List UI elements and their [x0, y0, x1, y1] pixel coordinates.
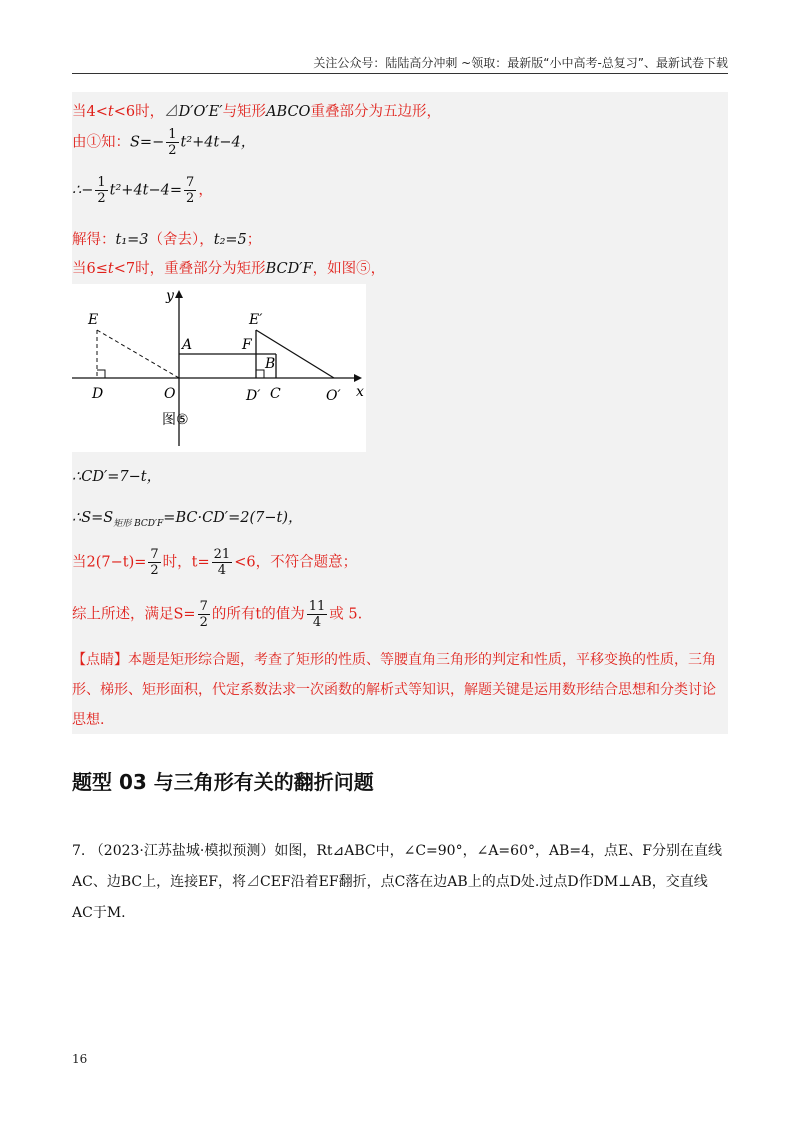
fraction-seven-halves: $\frac{7}{2}$: [186, 175, 195, 206]
label-x: x: [356, 384, 364, 400]
fraction-twentyone-quarters: $\frac{21}{4}$: [213, 547, 231, 578]
fraction-one-half: $\frac{1}{2}$: [168, 127, 177, 158]
solution-line-2: 由①知：S=− $\frac{1}{2}$ t²+4t−4，: [72, 127, 256, 158]
page-header: 关注公众号：陆陆高分冲刺 ~领取：最新版“小中高考-总复习”、最新试卷下载: [313, 56, 728, 70]
solution-line-8: 当2(7−t)= $\frac{7}{2}$ 时，t= $\frac{21}{4}$ <6，不符合题意；: [72, 547, 358, 578]
solution-line-9: 综上所述，满足S= $\frac{7}{2}$ 的所有t的值为 $\frac{11}{4}$ 或 5.: [72, 599, 363, 630]
fraction-seven-halves: $\frac{7}{2}$: [199, 599, 208, 630]
solution-comment: [72, 645, 728, 735]
solution-line-4: 解得：t₁=3（舍去），t₂=5；: [72, 232, 262, 248]
label-A: A: [182, 337, 193, 353]
label-D: D: [92, 386, 104, 402]
problem-7: 7. （2023·江苏盐城·模拟预测）如图，Rt⊿ABC中，∠C=90°，∠A=60°，AB=4，点E、F分别在直线AC、边BC上，连接EF，将⊿CEF沿着EF翻折，点C落在边AB上的点D处.过点D作DM⊥AB，交直线AC于M.: [72, 843, 722, 921]
fraction-one-half: $\frac{1}{2}$: [97, 175, 106, 206]
dashed-segment-EO: [97, 330, 179, 378]
fraction-seven-halves: $\frac{7}{2}$: [150, 547, 159, 578]
page-number: 16: [72, 1052, 88, 1066]
fraction-eleven-quarters: $\frac{11}{4}$: [308, 599, 326, 630]
header-divider: [72, 73, 728, 74]
label-Eprime: E′: [249, 312, 263, 328]
label-C: C: [270, 386, 281, 402]
solution-line-1: 当4<t<6时，⊿D′O′E′与矩形ABCO重叠部分为五边形，: [72, 104, 441, 120]
figure-caption: 图⑤: [162, 412, 189, 428]
right-angle-mark-D: [97, 370, 105, 378]
label-y: y: [166, 288, 174, 304]
coordinate-diagram: [72, 284, 366, 452]
label-F: F: [242, 337, 252, 353]
label-Oprime: O′: [326, 388, 341, 404]
figure-5: [72, 284, 366, 452]
solution-block: [72, 92, 728, 734]
label-B: B: [265, 356, 276, 372]
comment-tag: 【点睛】: [72, 652, 128, 668]
label-Dprime: D′: [246, 388, 261, 404]
label-O: O: [164, 386, 176, 402]
section-title: 题型 03 与三角形有关的翻折问题: [72, 770, 374, 794]
solution-line-3: ∴− $\frac{1}{2}$ t²+4t−4= $\frac{7}{2}$ ，: [72, 175, 213, 206]
y-axis-arrow: [175, 290, 183, 298]
x-axis-arrow: [354, 374, 362, 382]
solution-line-7: $\therefore S=S_{矩形 BCD'F}=BC\cdot CD'=2(7-t)$，: [72, 510, 303, 529]
solution-line-5: 当6≤t<7时，重叠部分为矩形BCD′F，如图⑤，: [72, 261, 386, 277]
label-E: E: [88, 312, 99, 328]
right-angle-mark-Dprime: [256, 370, 264, 378]
solution-line-6: ∴CD′=7−t，: [72, 469, 162, 485]
comment-text: 本题是矩形综合题，考查了矩形的性质、等腰直角三角形的判定和性质，平移变换的性质，三角形、梯形、矩形面积，代定系数法求一次函数的解析式等知识，解题关键是运用数形结合思想和分类讨论思想.: [72, 652, 716, 728]
